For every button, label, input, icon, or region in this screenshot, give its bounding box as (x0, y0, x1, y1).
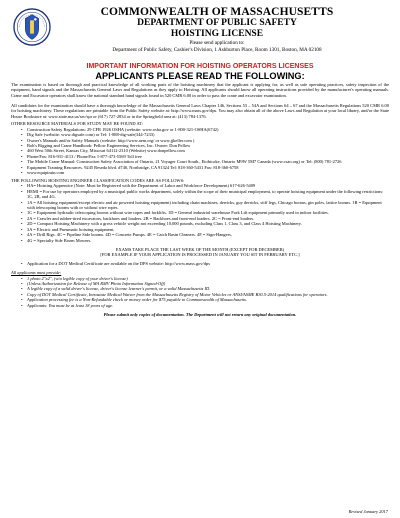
resource-item: • 460 West 50th Street, Kansas City, Missouri 64112-2310 (Website) www.donpellow.com (21, 148, 389, 153)
medical-item: • Application for a DOT Medical Certificate are available on the DPS website: http://www.mass.gov/dps (21, 261, 389, 266)
must-provide-heading: All applicants must provide: (11, 270, 62, 276)
exam-schedule-line: EXAMS TAKE PLACE THE LAST WEEK OF THE MONTH (EXCEPT FOR DECEMBER) (115, 246, 285, 252)
resource-item: • www.equiptrain.com (21, 170, 389, 175)
license-title: HOISTING LICENSE (170, 29, 264, 39)
code-item: • 4G = Specialty Side Boom Mowers. (21, 238, 389, 243)
resource-item: • Bob's Rigging and Crane Handbook: Pellow Engineering Services, Inc. Owner: Don Pellow (21, 143, 389, 148)
requirement-item: • (Unless Authorization for Release of MA RMV Photo Information Signed-Off) (21, 281, 389, 286)
codes-list (21, 183, 389, 243)
code-item: • 2A = Crawler and rubber-tired excavators, backhoes and loaders. 2B = Backhoes and front-end loaders. 2C = Front-end loaders. (21, 216, 389, 221)
code-item: • HEMI = For use by operators employed by a municipal public works department, solely within the scope of their municipal employment, to operate hoisting equipment under the following restrictions: 1C, 2B, and 4G. (21, 189, 389, 200)
code-item: • 2D = Compact Hoisting Machinery with a gross vehicle weight not exceeding 10,000 pounds, excluding Class 1, Class 3, and Class 4 Hoisting Machinery. (21, 221, 389, 226)
candidates-paragraph: All candidates for the examination should have a thorough knowledge of the Massachusetts General Laws Chapter 146, Sections 53 – 54A and Sections 64 – 67 and the Massachusetts Regulations 520 CMR 6.00 for hoisting machinery. These regulations are printable from the Public Safety website at: http://www.mass.gov/dps. You may also obtain all of the above Laws and Regulation at your local library, and/or the State House Bookstore at: www.state.ma.us/sec/spr or (617) 727-2834 or in the Springfield area at: (413) 784-1376. (11, 102, 389, 119)
department-title: DEPARTMENT OF PUBLIC SAFETY (137, 18, 297, 28)
mailing-address: Department of Public Safety, Cashier's Division, 1 Ashburton Place, Room 1301, Boston, MA 02108 (112, 46, 322, 53)
resource-item: • Owner's Manuals and/or Safety Manuals (website: http://www.aem.org/ or www.jjkeller.com ) (21, 138, 389, 143)
resource-item: • Equipment Training Resources. 9245 Reseda blvd. #740, Northridge, CA 91324 Tel: 818-360-5431 Fax: 818-360-6758 (21, 165, 389, 170)
must-provide-list (21, 276, 389, 309)
important-heading: IMPORTANT INFORMATION FOR HOISTING OPERATORS LICENSES (86, 63, 314, 70)
requirement-item: • Applicants: You must be at least 18 years of age. (21, 303, 389, 308)
commonwealth-title: COMMONWEALTH OF MASSACHUSETTS (100, 6, 334, 18)
massachusetts-seal-icon (13, 8, 51, 46)
codes-heading: THE FOLLOWING HOISTING ENGINEER CLASSIFICATION CODES ARE AS FOLLOWS: (11, 177, 185, 183)
requirement-item: • Application processing fee is a Non-Refundable check or money order for $75 payable to Commonwealth of Massachusetts. (21, 297, 389, 302)
medical-list (21, 261, 389, 266)
send-line: Please send application to: (189, 40, 245, 46)
applicants-heading: APPLICANTS PLEASE READ THE FOLLOWING: (95, 71, 305, 81)
header (11, 6, 389, 62)
requirement-item: • A legible copy of a valid driver's license, driver's license learner's permit, or a valid Massachusetts ID. (21, 286, 389, 291)
requirement-item: • Copy of DOT Medical Certificate, Intrastate Medical Waiver from the Massachusetts Registry of Motor Vehicles or ANSI/ASME B30.5-2014 qualifications for operators. (21, 292, 389, 297)
code-item: • 3A = Electric and Pneumatic hoisting equipment. (21, 227, 389, 232)
intro-paragraph: The examination is based on thorough and practical knowledge of all working parts of the hoisting machinery that the applicant is applying for, as well as safe operating practices, safety inspection of the equipment, hand signals and the Massachusetts General Laws and Regulations as they apply to Hoisting. All applicants should know all operating instructions provided by the manufacturer's operating manuals. Crane and Excavator operators shall know the national standard hand signals found in 520 CMR 6.00 in order to pass the crane and excavator examination. (11, 82, 389, 98)
revised-date: Revised January 2017 (348, 509, 388, 514)
requirement-item: • 1 photo 2"x2", (w/a legible copy of your driver's license) (21, 276, 389, 281)
code-item: • 4A = Drill Rigs. 4C = Pipeline Side booms. 4D = Concrete Pumps. 4E = Catch Basin Cleaners. 4F = Sign-Hangers, (21, 232, 389, 237)
resource-item: • Construction Safety Regulations: 29 CFR 1926 OSHA (website: www.osha.gov or 1-800-321-OSHA(6742) (21, 127, 389, 132)
footer-note: Please submit only copies of documentation. The Department will not return any original documentation. (103, 311, 297, 317)
code-item: • 1A = All hoisting equipment/except electric and air powered hoisting equipment) including chain machines, derricks, guy derricks, stiff legs, Chicago booms, gin poles, lattice booms. 1B = Equipment with telescoping booms with or without wire ropes. (21, 200, 389, 211)
resource-item: • Dig Safe (website: www.digsafe.com) or Tel: 1-888-dig-safe(344-7233) (21, 132, 389, 137)
resource-item: • The Mobile Crane Manual: Construction Safety Association of Ontario, 21 Voyager Court South., Etobicoke, Ontario M9W 5M7 Canada (www.csao.org) or Tel: (800) 781-2726 (21, 159, 389, 164)
code-item: • HA= Hoisting Apprentice (Note: Must be Registered with the Department of Labor and Workforce Development) 617-626-5409 (21, 183, 389, 188)
resources-heading: OTHER RESOURCE MATERIALS FOR STUDY MAY BE FOUND AT: (11, 121, 143, 127)
resource-item: • Phone/Fax: 816-931-4113 / Phone/Fax 1-877-473-5569 Toll free (21, 154, 389, 159)
resources-list (21, 127, 389, 176)
exam-example-line: [FOR EXAMPLE IF YOUR APPLICATION IS PROCESSED IN JANUARY YOU SIT IN FEBRUARY ETC.] (100, 252, 300, 258)
code-item: • 1C = Equipment hydraulic telescoping booms without wire ropes and forklifts. 1D = General industrial warehouse Fork Lift equipment primarily used in indoor facilities. (21, 210, 389, 215)
